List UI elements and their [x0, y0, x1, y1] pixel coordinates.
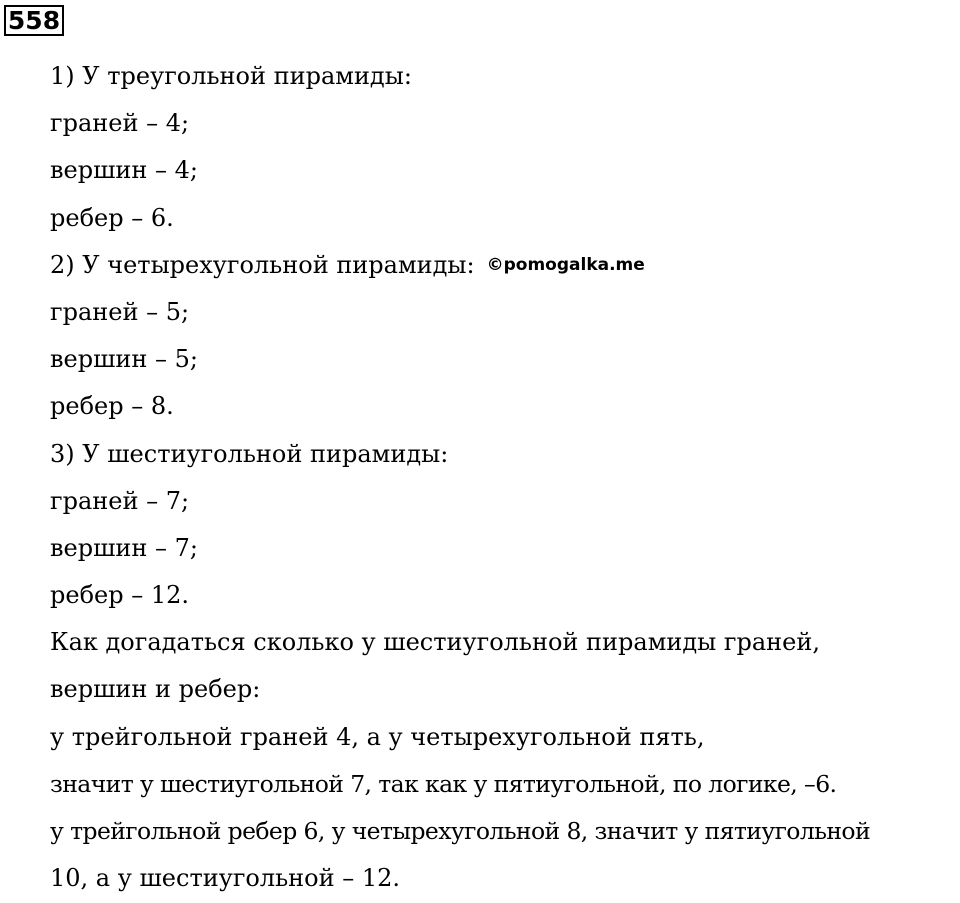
text-line: вершин – 4;	[50, 156, 198, 185]
solution-text	[50, 54, 952, 903]
text-line: граней – 4;	[50, 109, 190, 138]
task-number-badge: 558	[4, 5, 64, 36]
watermark: ©pomogalka.me	[486, 254, 645, 275]
text-line: Как догадаться сколько у шестиугольной пирамиды граней,	[50, 628, 820, 657]
text-line: ребер – 12.	[50, 581, 190, 610]
text-line: ребер – 8.	[50, 392, 174, 421]
text-line: у трейгольной граней 4, а у четырехугольной пять,	[50, 722, 705, 751]
text-line: вершин – 5;	[50, 345, 198, 374]
text-line: значит у шестиугольной 7, так как у пятиугольной, по логике, –6.	[50, 769, 837, 798]
text-line: 3) У шестиугольной пирамиды:	[50, 439, 449, 468]
text-line: 1) У треугольной пирамиды:	[50, 62, 412, 90]
text-line: 2) У четырехугольной пирамиды:	[50, 250, 475, 279]
text-line: вершин – 7;	[50, 533, 198, 562]
text-line: 10, а у шестиугольной – 12.	[50, 864, 401, 893]
text-line: граней – 7;	[50, 486, 190, 515]
text-line-with-watermark	[50, 243, 952, 290]
text-line: вершин и ребер:	[50, 675, 261, 704]
text-line: у трейгольной ребер 6, у четырехугольной 8, значит у пятиугольной	[50, 817, 871, 845]
text-line: ребер – 6.	[50, 203, 174, 232]
text-line: граней – 5;	[50, 297, 190, 326]
